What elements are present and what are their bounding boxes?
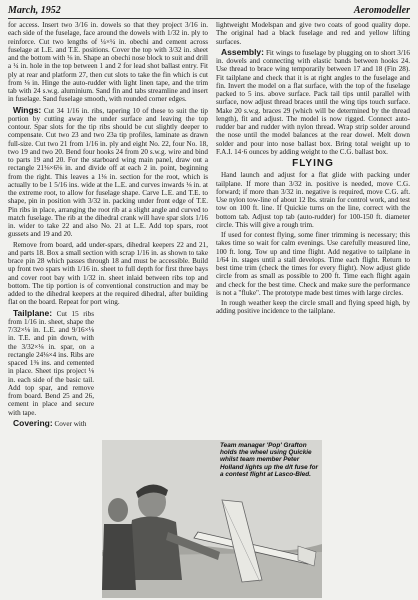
- paragraph-assembly: [216, 48, 410, 156]
- photo-caption: Team manager 'Pop' Grafton holds the wheel using Quickie whilst team member Peter Holland lights up the d/t fuse for a contest flight at Lasco-Bled.: [220, 442, 318, 478]
- subheading-tailplane: Tailplane:: [13, 307, 53, 318]
- wings-text: Cut 34 1/16 in. ribs, tapering 10 of these to suit the tip portion by cutting away the under surface and leaving the top contour. Spar slots for the tip ribs should be cut slightly deeper to compensate. Cut two 23 and two 23a tip profiles, laminate as drawn full-size. Cut two 21 from 1/16 in. ply and eight No. 22, four No. 18, two 19 and two 20. Bend four hooks 24 from 20 s.w.g. wire and bind to parts 19 and 20. For the starboard wing main panel, draw out a rectangle 21⅛×6⅛ in. and divide off at each 2 in. point, beginning from the right. This leaves a 1⅛ in. section for the root, which is actually to be 1 5/16 ins. wide at the L.E. and curves inwards ⅛ in. at the extreme root, to allow for fuselage shape. Carve L.E. and T.E. to shape, pin in position with 3/32 in. packing under front edge of T.E. Pin ribs in place, arranging the root rib at a slight angle and curved to match fuselage. The rib at the dihedral crank will have spar slots 1/16 in. wider to take 22 and also No. 21 at L.E. Add top spars, root gussets and 19 and 20.: [8, 106, 208, 239]
- assembly-text: Fit wings to fuselage by plugging on to short 3/16 in. dowels and connecting with elastic bands between hooks 24. Use thread to brace wing temporarily between 17 and 18 (Fin 28). Fit tailplane and check that it is at right angles to the fuselage and fin. Invert the model on a flat surface, with the top of the fuselage packed to 5 ins. above surface. Pack tail tips until parallel with surface, now adjust thread braces until the wing tips touch surface. Make 20 s.w.g. braces 29 (which will be determined by the thread length), fit and adjust. The model is now rigged. Connect auto-rudder bar and rudder with nylon thread. Wrap strip solder around the nose until the model balances at the rear dowel. Melt down solder and pour into nose ballast box. Bring total weight up to F.A.I. 14·6 ounces by adding weight to the C.G. ballast box.: [216, 48, 410, 156]
- heading-flying: FLYING: [292, 158, 334, 169]
- header-rule: [8, 18, 410, 19]
- paragraph-access: for access. Insert two 3/16 in. dowels so that they project 3/16 in. each side of the fuselage, face around the dowels with 1/32 in. ply to reinforce. Cut two lengths of ¼×¼ in. obechi and cement across fuselage at L.E. and T.E. positions. Cover the top with 3/32 in. sheet and the bottom with ⅛ in. Shape an obechi nose block to suit and drill a ¼ in. hole in the top between 1 and 2 for lead shot ballast entry. Fit ply at rear and platform 27, then cut slots to take the fin which is cut from ⅛ in. Hinge the auto-rudder with light linen tape, and the trim tab with 24 s.w.g. aluminium. Sand fin and tabs streamline and insert in fuselage. Sand fuselage smooth, with rounded corner edges.: [8, 21, 208, 104]
- paragraph-covering: [8, 419, 94, 428]
- issue-date: March, 1952: [8, 5, 61, 16]
- subheading-wings: Wings:: [13, 104, 42, 115]
- photo-team-launch: [102, 440, 322, 598]
- covering-text: Cover with: [54, 419, 87, 428]
- paragraph-wings: [8, 106, 208, 239]
- paragraph-finish: lightweight Modelspan and give two coats of good quality dope. The original had a black fuselage and red and yellow lifting surfaces.: [216, 21, 410, 46]
- tailplane-text: Cut 15 ribs from 1/16 in. sheet, shape the 7/32×⅛ in. L.E. and 9/16×⅛ in. T.E. and pin down, with the 3/32×⅛ in. spar, on a rectangle 24⅛×4 ins. Ribs are spaced 1⅜ ins. and cemented in place. Sheet tips project ⅛ in. each side of the basic tail. Add top spar, and remove from board. Bend 25 and 26, cement in place and secure with tape.: [8, 309, 94, 417]
- paragraph-flying-3: In rough weather keep the circle small and flying speed high, by adding positive incidence to the tailplane.: [216, 299, 410, 316]
- paragraph-wing-assembly: Remove from board, add under-spars, dihedral keepers 22 and 21, and parts 18. Box a small section with scrap 1/16 in. as shown to take brace pin 28 which passes through 18 and must be accessible. Build up front two spars with 1/16 in. sheet to full depth for first three bays and cover root bay with 1/32 in. sheet inlaid between ribs top and bottom. The tip portion is of conventional construction and may be added to the dihedral keepers at the required dihedral, after building flat on the board. Repeat for port wing.: [8, 240, 208, 307]
- paragraph-flying-2: If used for contest flying, some finer trimming is necessary; this takes time so wait for calm evenings. Use carefully measured line, 100 ft. long. Tow up and time flight. Add negative to tailplane in 1/64 in. stages until a stall develops. Time each flight. Return to best time trim (check the times for every flight). Now adjust glide circle from as small as possible to 200 ft. Time each flight again and check for the best time. Check and make sure the performance is not a "fluke". The prototype made best times with large circles.: [216, 231, 410, 297]
- paragraph-flying-1: Hand launch and adjust for a flat glide with packing under tailplane. If more than 3/32 in. positive is needed, move C.G. forward; if more than 3/32 in. negative is required, move C.G. aft. Use nylon tow-line of about 12 lbs. strain for control work, and test tow on 100 ft. line. If Quickie turns on the line, correct with the bottom tab. Adjust top tab (auto-rudder) for 100-150 ft. diameter circle. This will give a rough trim.: [216, 171, 410, 229]
- subheading-covering: Covering:: [13, 417, 53, 428]
- subheading-assembly: Assembly:: [221, 46, 264, 57]
- page-header: [8, 5, 410, 19]
- paragraph-tailplane: [8, 309, 94, 417]
- magazine-title: Aeromodeller: [353, 5, 410, 16]
